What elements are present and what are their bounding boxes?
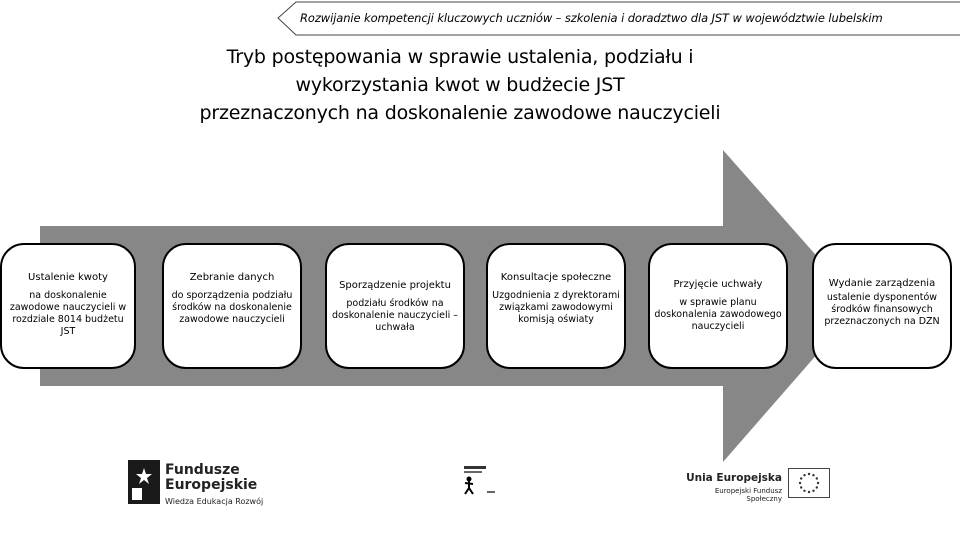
step-box-zebranie-danych (162, 243, 302, 369)
step-box-wydanie-zarzadzenia (812, 243, 952, 369)
regional-logo-icon (460, 464, 500, 496)
step-description: ustalenie dysponentów środków finansowych przeznaczonych na DZN (824, 292, 940, 327)
title-line-1: Tryb postępowania w sprawie ustalenia, podziału i (226, 46, 694, 68)
fundusze-logo-line-3: Wiedza Edukacja Rozwój (165, 497, 264, 506)
ue-logo-line-2: Europejski Fundusz Społeczny (714, 487, 782, 503)
step-description: podziału środków na doskonalenie nauczycieli – uchwała (331, 298, 459, 333)
step-box-ustalenie-kwoty (0, 243, 136, 369)
step-box-sporzadzenie-projektu (325, 243, 465, 369)
step-box-przyjecie-uchwaly (648, 243, 788, 369)
title-line-2: wykorzystania kwot w budżecie JST (295, 74, 625, 96)
step-title: Zebranie danych (189, 272, 275, 283)
ue-logo-line-1: Unia Europejska (686, 472, 782, 484)
step-description: w sprawie planu doskonalenia zawodowego nauczycieli (654, 297, 782, 332)
step-title: Wydanie zarządzenia (828, 278, 936, 289)
step-title: Przyjęcie uchwały (673, 279, 763, 290)
step-description: na doskonalenie zawodowe nauczycieli w rozdziale 8014 budżetu JST (9, 290, 127, 337)
unia-europejska-logo (686, 472, 782, 503)
step-description: Uzgodnienia z dyrektorami związkami zawodowymi komisją oświaty (492, 290, 620, 325)
title-line-3: przeznaczonych na doskonalenie zawodowe nauczycieli (199, 102, 721, 124)
fundusze-europejskie-logo-icon (128, 460, 160, 504)
fundusze-europejskie-logo (165, 463, 263, 506)
step-description: do sporządzenia podziału środków na doskonalenie zawodowe nauczycieli (171, 290, 293, 325)
fundusze-logo-line-1: Fundusze (165, 462, 240, 478)
step-title: Sporządzenie projektu (339, 280, 451, 291)
step-title: Ustalenie kwoty (28, 272, 108, 283)
header-banner-text: Rozwijanie kompetencji kluczowych uczniów – szkolenia i doradztwo dla JST w województwie lubelskim (300, 11, 883, 25)
step-box-konsultacje-spoleczne (486, 243, 626, 369)
eu-flag-icon (788, 468, 830, 498)
fundusze-logo-line-2: Europejskie (165, 477, 258, 493)
step-title: Konsultacje społeczne (500, 272, 612, 283)
